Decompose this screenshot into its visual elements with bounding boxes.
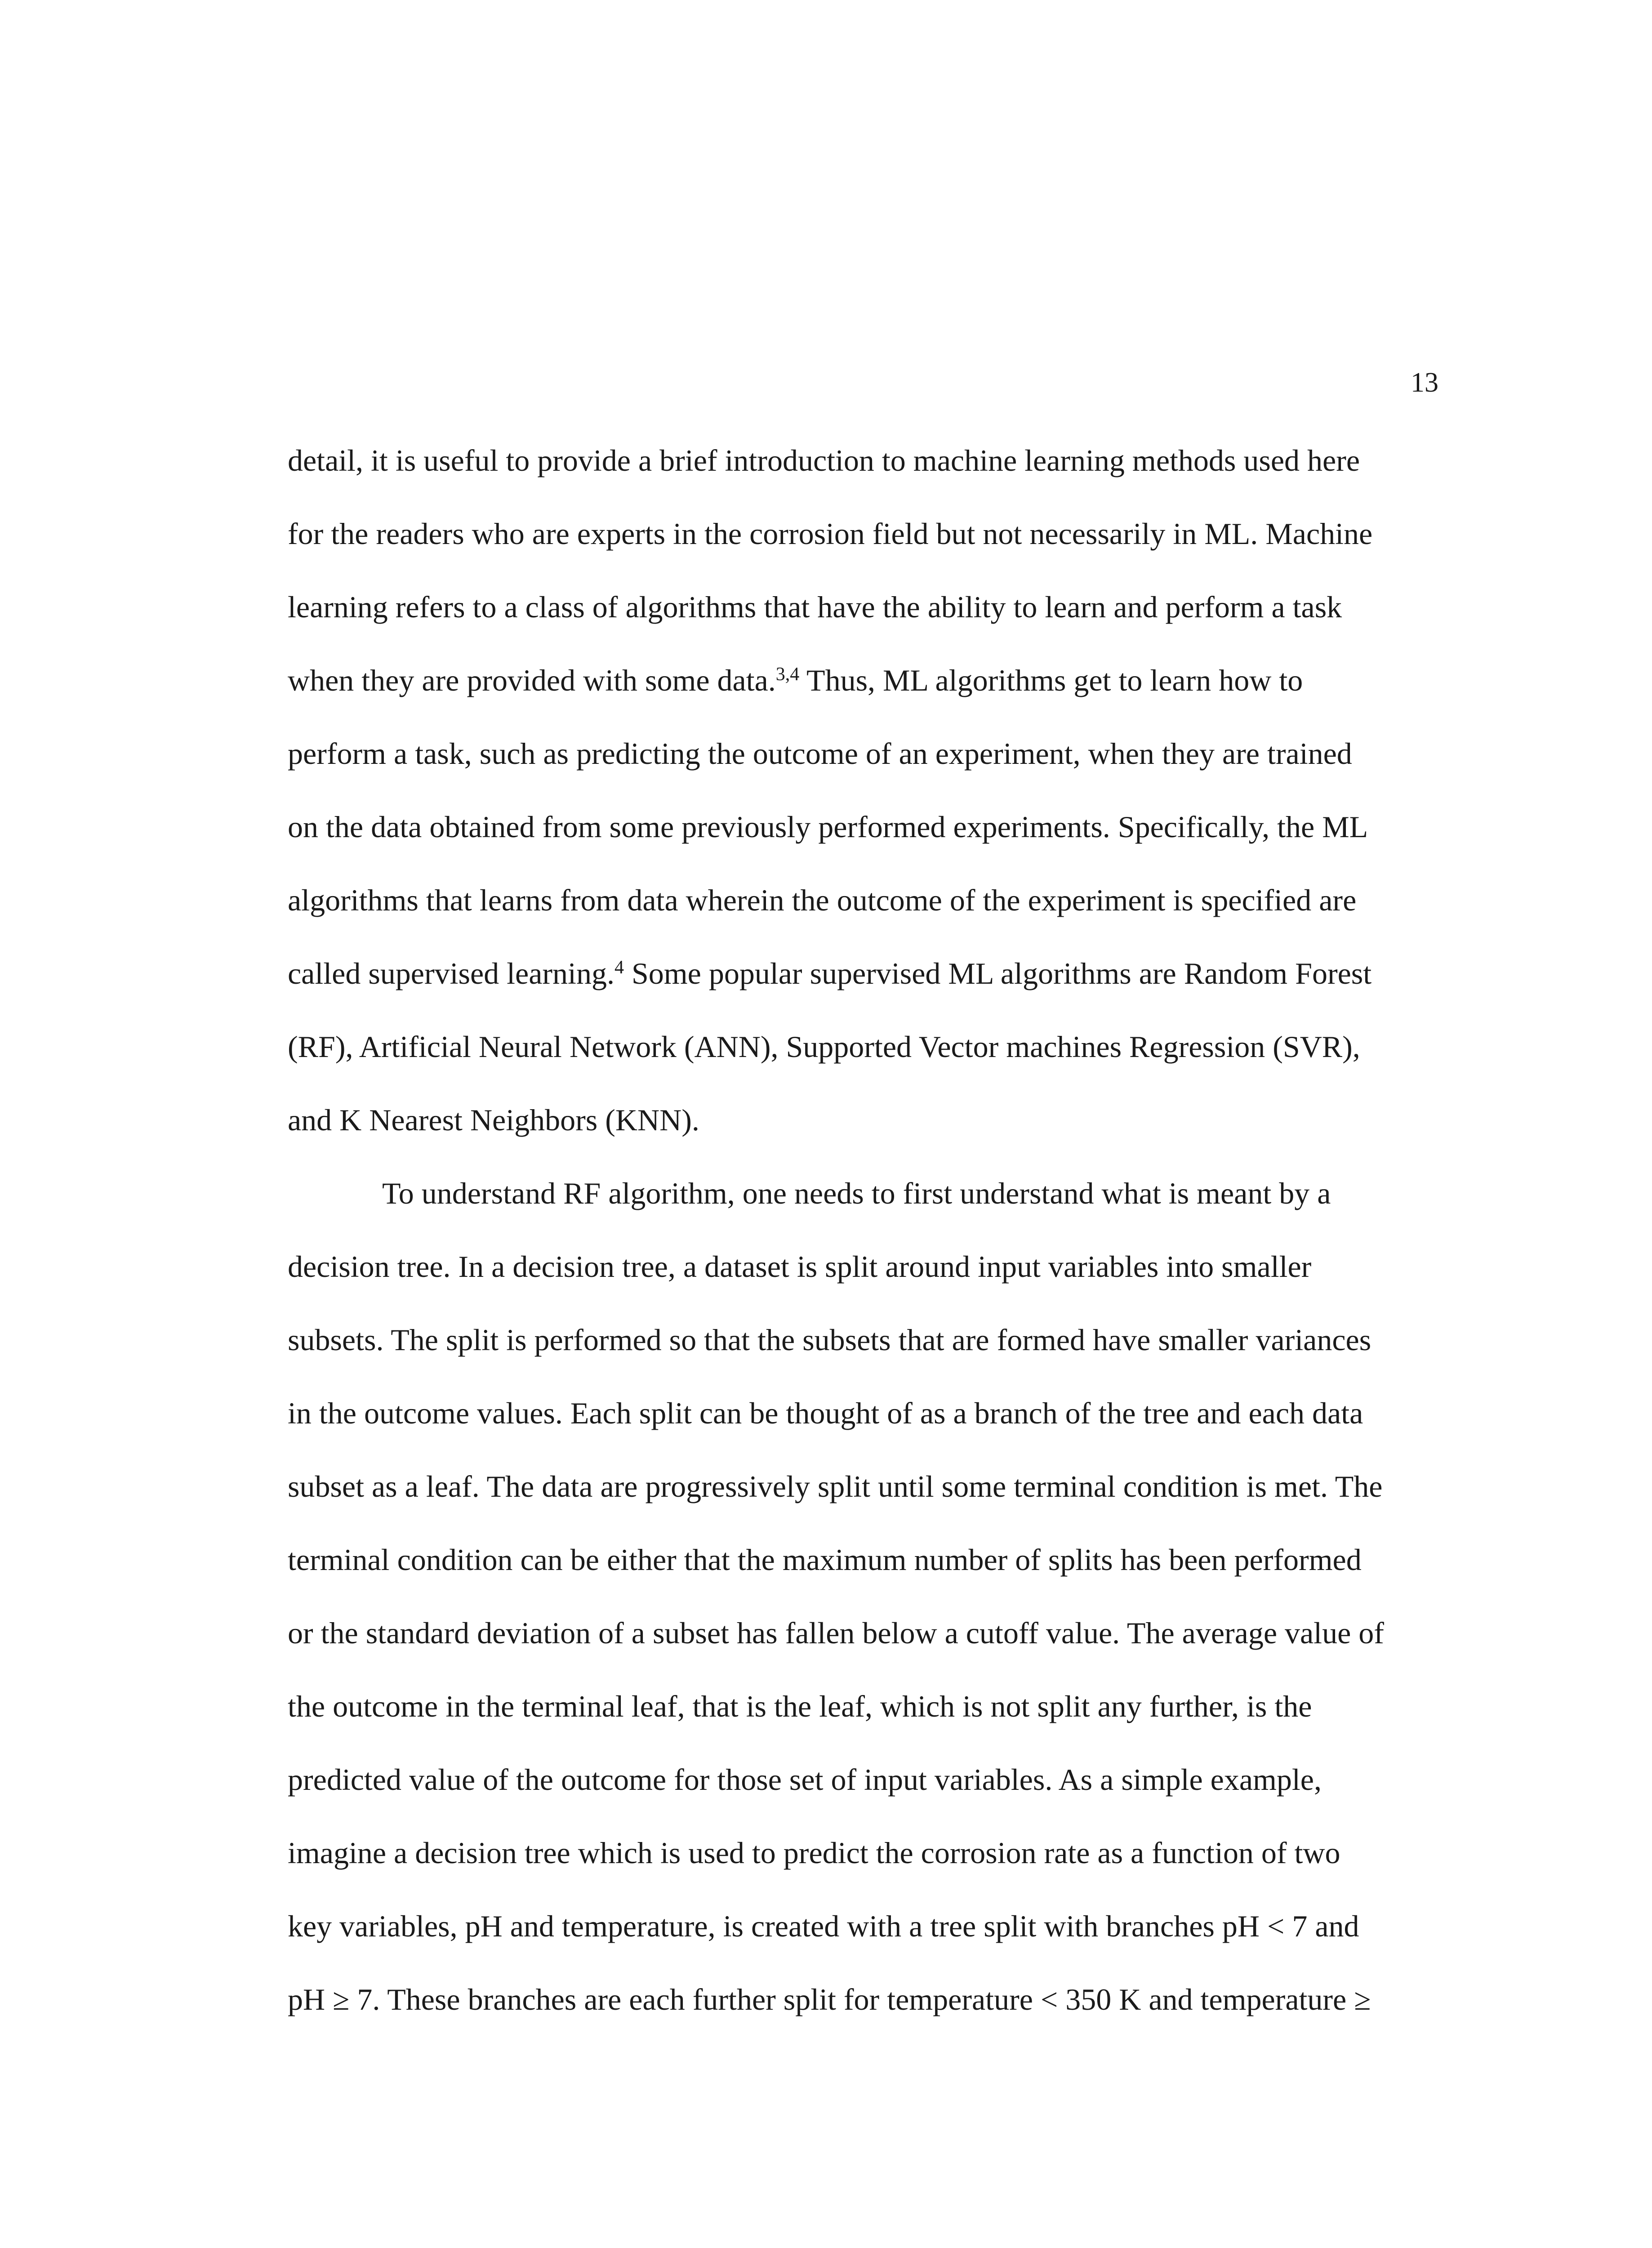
text-line: detail, it is useful to provide a brief introduction to machine learning methods used here	[288, 443, 1360, 477]
text-line: learning refers to a class of algorithms that have the ability to learn and perform a task	[288, 590, 1342, 624]
text-line	[288, 665, 1303, 696]
text-line: the outcome in the terminal leaf, that is the leaf, which is not split any further, is the	[288, 1689, 1312, 1723]
text-line: subsets. The split is performed so that the subsets that are formed have smaller variances	[288, 1323, 1371, 1357]
text-line: subset as a leaf. The data are progressively split until some terminal condition is met. The	[288, 1469, 1383, 1503]
citation-superscript: 4	[614, 957, 624, 978]
text-line: or the standard deviation of a subset has fallen below a cutoff value. The average value of	[288, 1616, 1384, 1650]
text-line: perform a task, such as predicting the outcome of an experiment, when they are trained	[288, 736, 1352, 771]
text-segment: when they are provided with some data.	[288, 663, 776, 697]
text-line: for the readers who are experts in the corrosion field but not necessarily in ML. Machine	[288, 517, 1373, 551]
text-line: and K Nearest Neighbors (KNN).	[288, 1103, 699, 1137]
text-line: To understand RF algorithm, one needs to first understand what is meant by a	[382, 1176, 1331, 1210]
text-line: terminal condition can be either that the maximum number of splits has been performed	[288, 1543, 1362, 1577]
text-segment: called supervised learning.	[288, 956, 614, 990]
text-line: on the data obtained from some previously performed experiments. Specifically, the ML	[288, 810, 1368, 844]
text-line: decision tree. In a decision tree, a dataset is split around input variables into smaller	[288, 1249, 1312, 1284]
text-segment: Some popular supervised ML algorithms are Random Forest	[623, 956, 1372, 990]
text-line: pH ≥ 7. These branches are each further split for temperature < 350 K and temperature ≥	[288, 1982, 1371, 2016]
text-line: predicted value of the outcome for those set of input variables. As a simple example,	[288, 1762, 1322, 1797]
text-line: imagine a decision tree which is used to predict the corrosion rate as a function of two	[288, 1836, 1340, 1870]
text-line	[288, 958, 1371, 989]
page-number: 13	[1411, 367, 1438, 398]
text-line: in the outcome values. Each split can be thought of as a branch of the tree and each data	[288, 1396, 1363, 1430]
text-line: key variables, pH and temperature, is created with a tree split with branches pH < 7 and	[288, 1909, 1359, 1943]
text-segment: Thus, ML algorithms get to learn how to	[799, 663, 1303, 697]
citation-superscript: 3,4	[775, 664, 800, 685]
text-line: algorithms that learns from data wherein the outcome of the experiment is specified are	[288, 883, 1357, 917]
text-line: (RF), Artificial Neural Network (ANN), Supported Vector machines Regression (SVR),	[288, 1030, 1360, 1064]
